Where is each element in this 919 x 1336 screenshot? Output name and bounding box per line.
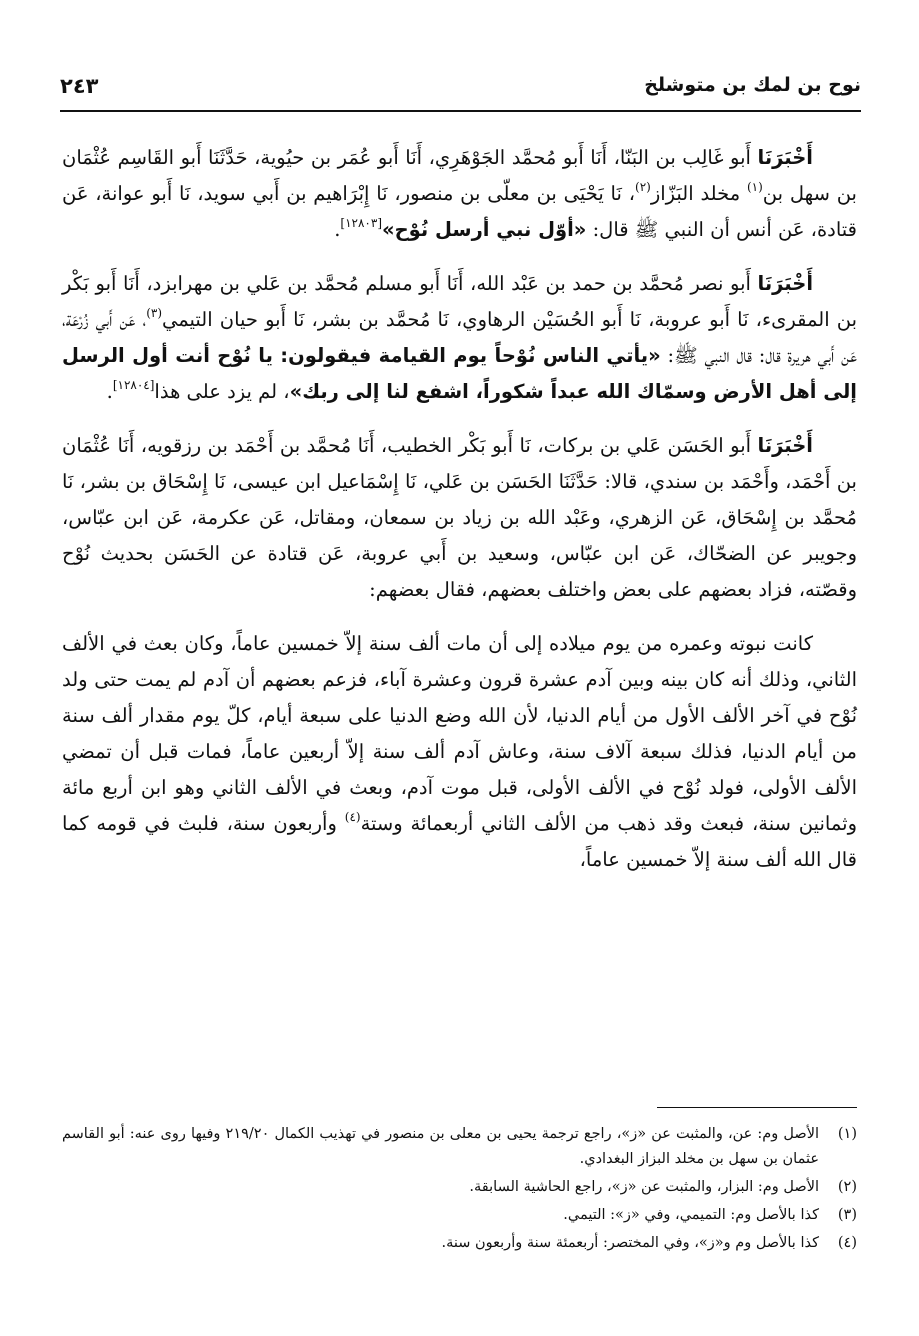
paragraph-text: ، نَا يَحْيَى بن معلّى بن منصور، نَا إِبْرَاهيم بن أَبي سويد، نَا أَبو عوانة، عَن قتادة، عَن أنس أن النبي ﷺ قال: <box>62 182 857 241</box>
footnote-divider <box>657 1107 857 1108</box>
footnotes <box>62 1122 857 1259</box>
isnad-lead: أَخْبَرَنَا <box>757 272 814 295</box>
reference-number: [١٢٨٠٤] <box>112 378 155 392</box>
footnote-text: الأصل وم: البزار، والمثبت عن «ز»، راجع الحاشية السابقة. <box>469 1179 819 1195</box>
footnote-number: (٢) <box>837 1179 857 1195</box>
paragraph-4 <box>62 626 857 878</box>
footnote-marker: (١) <box>746 180 763 194</box>
paragraph-text: أَبو الحَسَن عَلي بن بركات، نَا أَبو بَكْر الخطيب، أَنَا مُحمَّد بن أَحْمَد بن رزقويه، أَنَا عُثْمَان بن أَحْمَد، وأَحْمَد بن سندي، قالا: حَدَّثَنَا الحَسَن بن عَلي، نَا إِسْمَاعيل ابن عيسى، نَا إِسْحَاق بن بشر، نَا مُحمَّد بن إِسْحَاق، عَن الزهري، وعَبْد الله بن زياد بن سمعان، ومقاتل، عَن عكرمة، عَن ابن عبّاس، وجويبر عن الضحّاك، عَن ابن عبّاس، وسعيد بن أَبي عروبة، عَن قتادة عن الحَسَن بحديث نُوْح وقصّته، فزاد بعضهم على بعض واختلف بعضهم، فقال بعضهم: <box>62 434 857 601</box>
hadith-text: «يأتي الناس نُوْحاً يوم القيامة فيقولون: يا نُوْح أنت أول الرسل إلى أهل الأرض وسمّاك الله عبداً شكوراً، اشفع لنا إلى ربك» <box>62 344 857 403</box>
footnote-marker: (٢) <box>635 180 651 194</box>
footnote-marker: (٣) <box>146 306 163 320</box>
footnote-item <box>62 1231 857 1256</box>
paragraph-text: كانت نبوته وعمره من يوم ميلاده إلى أن مات ألف سنة إلاّ خمسين عاماً، وكان بعث في الألف الثاني، وذلك أنه كان بينه وبين آدم عشرة قرون وعشرة آباء، فزعم بعضهم أن آدم لم يمت حتى ولد نُوْح في آخر الألف الأول من أيام الدنيا، لأن الله وضع الدنيا على سبعة أيام، كلّ يوم مقدار ألف سنة من أيام الدنيا، فذلك سبعة آلاف سنة، وعاش آدم ألف سنة إلاّ أربعين عاماً، فمات قبل أن تمضي الألف الأولى، فولد نُوْح في الألف الأولى، قبل موت آدم، وبعث في الألف الثاني وهو ابن أربع مائة وثمانين سنة، فبعث وقد ذهب من الألف الثاني أربعمائة وستة <box>62 632 857 835</box>
paragraph-text: ، لم يزد على هذا <box>154 380 290 403</box>
main-text <box>62 140 857 896</box>
footnote-item <box>62 1122 857 1172</box>
page-header <box>60 70 861 112</box>
paragraph-3 <box>62 428 857 608</box>
paragraph-end: . <box>106 380 113 403</box>
paragraph-text: أَبو نصر مُحمَّد بن حمد بن عَبْد الله، أَنَا أَبو مسلم مُحمَّد بن عَلي بن مهرابزد، أَنَا أَبو بَكْر بن المقرىء، نَا أَبو عروبة، نَا أَبو الحُسَيْن الرهاوي، نَا مُحمَّد بن بشر، نَا أَبو حيان التيمي <box>62 272 858 331</box>
paragraph-text: ، عَن أَبي زُرْعَة، عَن أَبي هريرة قال: قال النبي ﷺ: <box>62 308 857 367</box>
isnad-lead: أَخْبَرَنَا <box>757 434 813 457</box>
paragraph-1 <box>62 140 857 248</box>
reference-number: [١٢٨٠٣] <box>340 216 383 230</box>
footnote-text: كذا بالأصل وم: التميمي، وفي «ز»: التيمي. <box>563 1207 819 1223</box>
footnote-number: (١) <box>837 1126 857 1142</box>
footnote-number: (٣) <box>837 1207 857 1223</box>
paragraph-text: أَبو غَالِب بن البَنّا، أَنَا أَبو مُحمَّد الجَوْهَرِي، أَنَا أَبو عُمَر بن حيُوية، حَدَّثَنَا أَبو القَاسِم عُثْمَان بن سهل بن <box>62 146 857 205</box>
paragraph-text: وأربعون سنة، فلبث في قومه كما قال الله ألف سنة إلاّ خمسين عاماً، <box>62 812 857 871</box>
footnote-item <box>62 1203 857 1228</box>
footnote-item <box>62 1175 857 1200</box>
isnad-lead: أَخْبَرَنَا <box>757 146 813 169</box>
running-title: نوح بن لمك بن متوشلخ <box>644 74 861 96</box>
page-number: ٢٤٣ <box>60 74 99 98</box>
hadith-text: «أوّل نبي أرسل نُوْح» <box>382 218 587 241</box>
footnote-number: (٤) <box>837 1235 857 1251</box>
footnote-text: الأصل وم: عن، والمثبت عن «ز»، راجع ترجمة يحيى بن معلى بن منصور في تهذيب الكمال ٢١٩/٢٠ وفيها روى عنه: أبو القاسم عثمان بن سهل بن مخلد البزاز البغدادي. <box>62 1126 819 1167</box>
footnote-marker: (٤) <box>344 810 361 824</box>
footnote-text: كذا بالأصل وم و«ز»، وفي المختصر: أربعمئة سنة وأربعون سنة. <box>441 1235 819 1251</box>
paragraph-text: مخلد البَزّاز <box>650 182 747 205</box>
paragraph-2 <box>62 266 857 410</box>
paragraph-end: . <box>334 218 341 241</box>
